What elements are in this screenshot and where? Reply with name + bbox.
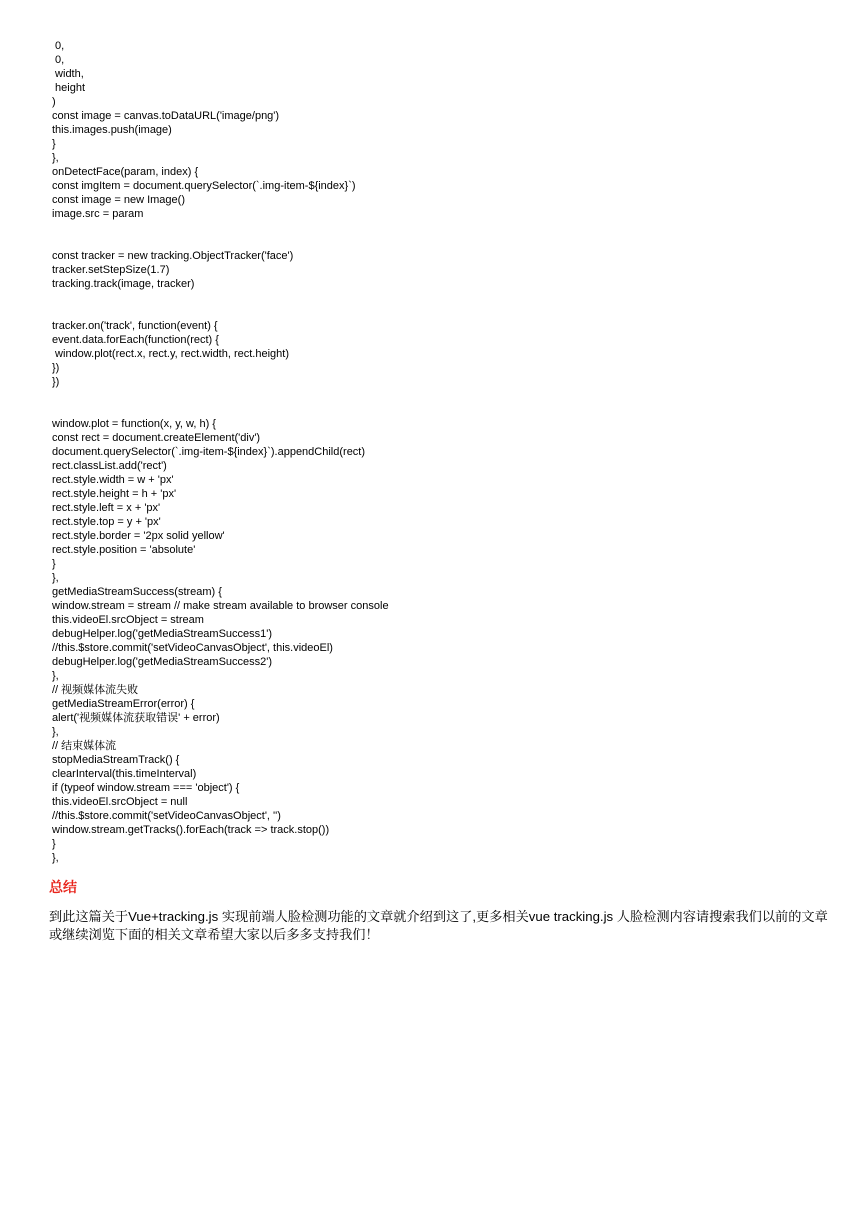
code-line: window.plot = function(x, y, w, h) { [52,418,216,430]
code-line: image.src = param [52,208,144,220]
code-line: window.stream.getTracks().forEach(track => track.stop()) [52,824,330,836]
code-line: // 结束媒体流 [52,740,117,752]
code-line: const image = new Image() [52,194,185,206]
code-line: const image = canvas.toDataURL('image/png') [52,110,280,122]
code-line: this.videoEl.srcObject = stream [52,614,204,626]
code-line: debugHelper.log('getMediaStreamSuccess1') [52,628,273,640]
code-line: const imgItem = document.querySelector(`.img-item-${index}`) [52,180,356,192]
code-line: // 视频媒体流失败 [52,684,139,696]
summary-paragraph: 到此这篇关于Vue+tracking.js 实现前端人脸检测功能的文章就介绍到这了,更多相关vue tracking.js 人脸检测内容请搜索我们以前的文章或继续浏览下面的相关文章希望大家以后多多支持我们！ [49,909,828,942]
code-line: alert('视频媒体流获取错误' + error) [52,712,220,724]
code-line: }, [52,852,59,864]
code-line: if (typeof window.stream === 'object') { [52,782,240,794]
code-line [52,235,832,249]
code-line: } [52,138,56,150]
code-line: window.plot(rect.x, rect.y, rect.width, rect.height) [52,348,289,360]
code-line: const tracker = new tracking.ObjectTracker('face') [52,250,294,262]
code-line: tracker.on('track', function(event) { [52,320,218,332]
code-line: stopMediaStreamTrack() { [52,754,180,766]
code-line: getMediaStreamError(error) { [52,698,195,710]
code-line: rect.style.top = y + 'px' [52,516,161,528]
code-line: //this.$store.commit('setVideoCanvasObject', this.videoEl) [52,642,333,654]
code-line: tracking.track(image, tracker) [52,278,195,290]
code-line: this.videoEl.srcObject = null [52,796,188,808]
code-line: tracker.setStepSize(1.7) [52,264,170,276]
code-line: 0, [52,54,65,66]
code-line: const rect = document.createElement('div') [52,432,261,444]
code-line: width, [52,68,84,80]
code-line: this.images.push(image) [52,124,172,136]
code-line [52,305,832,319]
code-line: window.stream = stream // make stream available to browser console [52,600,389,612]
code-line: rect.style.left = x + 'px' [52,502,161,514]
code-line: }, [52,726,59,738]
code-line: clearInterval(this.timeInterval) [52,768,197,780]
code-block [52,39,832,865]
code-line: }) [52,376,60,388]
code-line: }) [52,362,60,374]
code-line: rect.classList.add('rect') [52,460,167,472]
code-line: onDetectFace(param, index) { [52,166,199,178]
code-line [52,403,832,417]
code-line: } [52,558,56,570]
code-line: rect.style.height = h + 'px' [52,488,177,500]
code-line [52,291,832,305]
code-line: debugHelper.log('getMediaStreamSuccess2') [52,656,273,668]
code-line: rect.style.width = w + 'px' [52,474,174,486]
code-line [52,221,832,235]
code-line [52,389,832,403]
code-line: }, [52,152,59,164]
code-line: event.data.forEach(function(rect) { [52,334,219,346]
code-line: document.querySelector(`.img-item-${index}`).appendChild(rect) [52,446,366,458]
code-line: //this.$store.commit('setVideoCanvasObject', '') [52,810,281,822]
code-line: 0, [52,40,65,52]
code-line: height [52,82,86,94]
summary-heading: 总结 [49,879,77,895]
code-line: } [52,838,56,850]
code-line: ) [52,96,56,108]
code-line: }, [52,670,59,682]
code-line: rect.style.position = 'absolute' [52,544,196,556]
code-line: getMediaStreamSuccess(stream) { [52,586,222,598]
code-line: rect.style.border = '2px solid yellow' [52,530,225,542]
code-line: }, [52,572,59,584]
